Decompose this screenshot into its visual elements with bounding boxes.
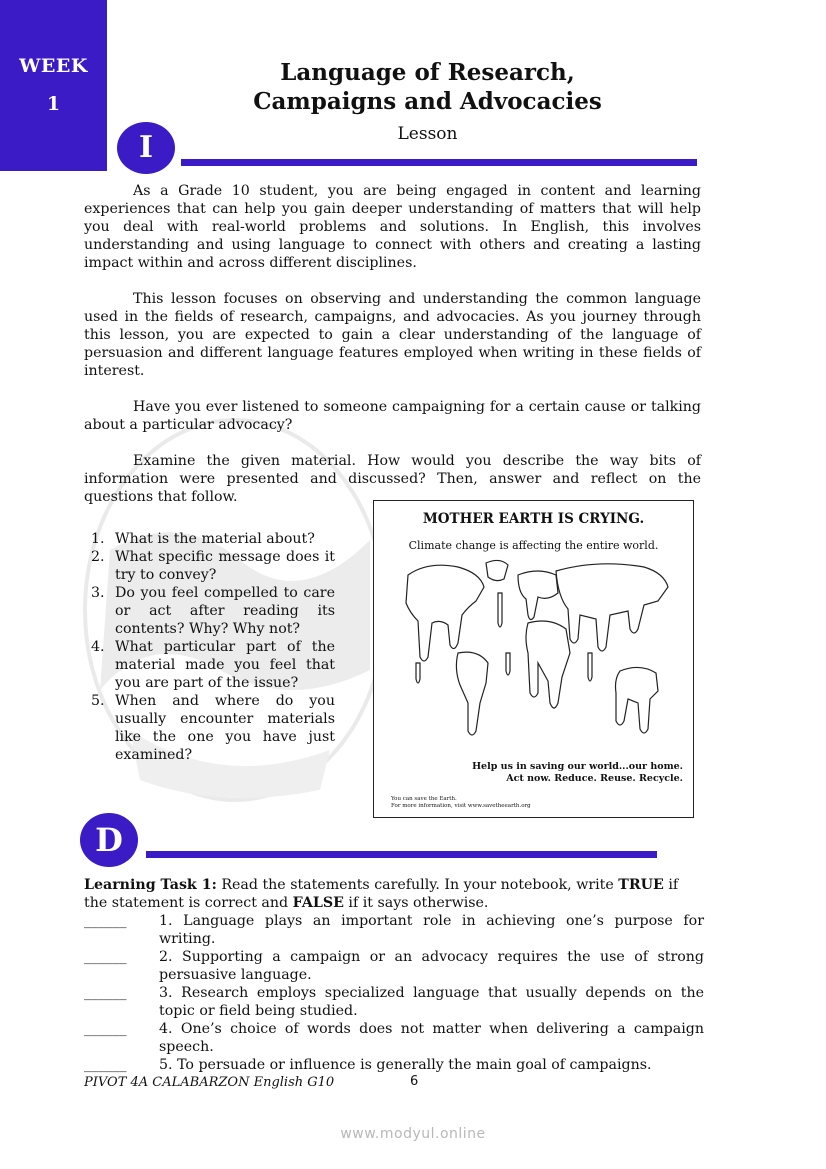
page-title-line1: Language of Research, — [280, 59, 575, 86]
instruction-text: if it says otherwise. — [343, 895, 489, 911]
answer-blank: ______ — [84, 985, 127, 1001]
question-text: What is the material about? — [115, 531, 315, 547]
poster-note-2: For more information, visit www.savetheearth.org — [391, 803, 531, 809]
intro-paragraph-3-text: Have you ever listened to someone campaigning for a certain cause or talking about a particular advocacy? — [84, 399, 701, 433]
item-text: Supporting a campaign or an advocacy requires the use of strong persuasive language. — [159, 949, 705, 983]
section-i-divider — [181, 159, 697, 166]
poster-subline: Climate change is affecting the entire world. — [408, 539, 659, 552]
answer-blank: ______ — [84, 1021, 127, 1037]
item-number: 5. — [159, 1057, 173, 1073]
answer-blank: ______ — [84, 949, 127, 965]
true-false-items — [84, 912, 704, 1074]
page-title-line2: Campaigns and Advocacies — [253, 88, 602, 115]
question-number: 1. — [91, 531, 105, 547]
list-item — [84, 984, 704, 1020]
item-number: 2. — [159, 949, 173, 965]
list-item — [84, 1020, 704, 1056]
question-text: When and where do you usually encounter materials like the one you have just examined? — [115, 693, 335, 763]
page-subtitle: Lesson — [397, 124, 458, 144]
melting-world-map-icon — [388, 553, 678, 753]
campaign-poster — [373, 500, 694, 818]
reflection-questions — [84, 530, 335, 764]
item-number: 3. — [159, 985, 173, 1001]
page-number: 6 — [410, 1074, 419, 1089]
item-text: To persuade or influence is generally the main goal of campaigns. — [177, 1057, 652, 1073]
poster-note-1: You can save the Earth. — [391, 796, 457, 802]
poster-call-to-action-1: Help us in saving our world...our home. — [472, 761, 683, 772]
true-keyword: TRUE — [618, 877, 664, 893]
item-text: Research employs specialized language that usually depends on the topic or field being studied. — [159, 985, 704, 1019]
question-number: 5. — [91, 693, 105, 709]
poster-headline: MOTHER EARTH IS CRYING. — [422, 511, 645, 527]
intro-paragraph-2 — [84, 290, 701, 380]
answer-blank: ______ — [84, 1057, 127, 1073]
item-number: 1. — [159, 913, 173, 929]
question-text: What particular part of the material made you feel that you are part of the issue? — [115, 639, 335, 691]
intro-paragraph-1-text: As a Grade 10 student, you are being engaged in content and learning experiences that can help you gain deeper understanding of matters that will help you deal with real-world problems and solutions. In English, this involves understanding and using language to connect with others and creating a lasting impact within and across different disciplines. — [84, 183, 701, 271]
list-item — [84, 912, 704, 948]
false-keyword: FALSE — [292, 895, 344, 911]
list-item — [84, 530, 335, 548]
list-item — [84, 548, 335, 584]
instruction-text: Read the statements carefully. In your notebook, write — [216, 877, 619, 893]
item-text: Language plays an important role in achieving one’s purpose for writing. — [159, 913, 704, 947]
question-number: 4. — [91, 639, 105, 655]
list-item — [84, 638, 335, 692]
list-item — [84, 692, 335, 764]
website-watermark: www.modyul.online — [340, 1126, 486, 1142]
intro-paragraph-2-text: This lesson focuses on observing and understanding the common language used in the fields of research, campaigns, and advocacies. As you journey through this lesson, you are expected to gain a clear understanding of the language of persuasion and different language features employed when writing in these fields of interest. — [84, 291, 701, 379]
section-d-badge: D — [80, 813, 138, 867]
item-number: 4. — [159, 1021, 173, 1037]
question-number: 3. — [91, 585, 105, 601]
week-number: 1 — [46, 93, 61, 115]
question-number: 2. — [91, 549, 105, 565]
intro-paragraph-4 — [84, 452, 701, 506]
answer-blank: ______ — [84, 913, 127, 929]
list-item — [84, 584, 335, 638]
learning-task-instructions — [84, 876, 704, 912]
list-item — [84, 1056, 704, 1074]
poster-call-to-action-2: Act now. Reduce. Reuse. Recycle. — [506, 773, 683, 784]
footer-source: PIVOT 4A CALABARZON English G10 — [84, 1075, 335, 1090]
intro-paragraph-3 — [84, 398, 701, 434]
learning-task-label: Learning Task 1: — [84, 877, 217, 893]
section-i-badge: I — [117, 122, 175, 174]
list-item — [84, 948, 704, 984]
item-text: One’s choice of words does not matter when delivering a campaign speech. — [159, 1021, 704, 1055]
week-badge — [0, 0, 107, 171]
question-text: Do you feel compelled to care or act after reading its contents? Why? Why not? — [115, 585, 335, 637]
week-label: WEEK — [19, 55, 88, 77]
question-text: What specific message does it try to convey? — [115, 549, 335, 583]
intro-paragraph-1 — [84, 182, 701, 272]
section-d-divider — [146, 851, 657, 858]
instruction-text: if the statement is correct and — [84, 877, 679, 911]
intro-paragraph-4-text: Examine the given material. How would you describe the way bits of information were presented and discussed? Then, answer and reflect on the questions that follow. — [84, 453, 701, 505]
